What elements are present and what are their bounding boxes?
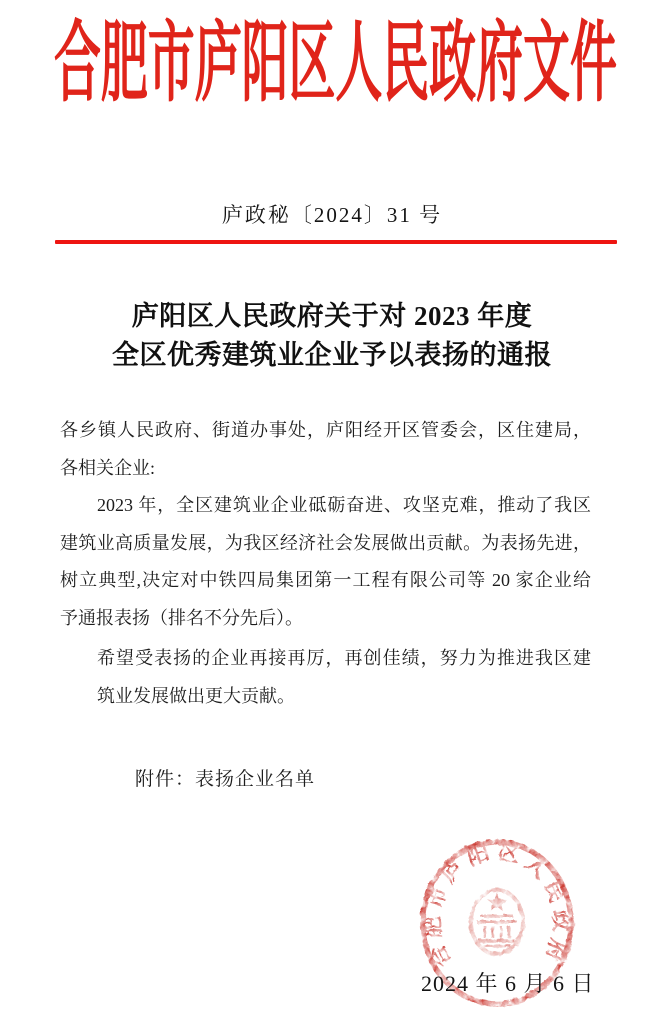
title-line-2: 全区优秀建筑业企业予以表扬的通报	[112, 340, 552, 370]
body-line: 树立典型,决定对中铁四局集团第一工程有限公司等 20 家企业给	[60, 570, 591, 590]
document-body	[60, 412, 591, 715]
body-line: 各乡镇人民政府、街道办事处，庐阳经开区管委会，区住建局，	[60, 420, 591, 440]
document-number: 庐政秘〔2024〕31 号	[221, 203, 443, 227]
letterhead-title: 合肥市庐阳区人民政府文件	[54, 16, 617, 113]
body-line: 建筑业高质量发展，为我区经济社会发展做出贡献。为表扬先进，	[60, 532, 591, 553]
title-line-1: 庐阳区人民政府关于对 2023 年度	[131, 301, 533, 331]
document-title	[0, 297, 664, 375]
body-line: 筑业发展做出更大贡献。	[97, 685, 295, 706]
seal-curved-text: 合肥市庐阳区人民政府	[420, 839, 574, 972]
body-line: 希望受表扬的企业再接再厉，再创佳绩，努力为推进我区建	[97, 648, 591, 668]
body-line: 各相关企业:	[60, 457, 156, 478]
attachment-note: 附件：表扬企业名单	[135, 769, 316, 790]
body-line: 2023 年，全区建筑业企业砥砺奋进、攻坚克难，推动了我区	[97, 495, 591, 515]
national-emblem-icon	[471, 890, 523, 954]
body-line: 予通报表扬（排名不分先后）。	[60, 607, 303, 628]
issue-date: 2024 年 6 月 6 日	[421, 971, 595, 996]
red-divider-line	[55, 240, 617, 244]
